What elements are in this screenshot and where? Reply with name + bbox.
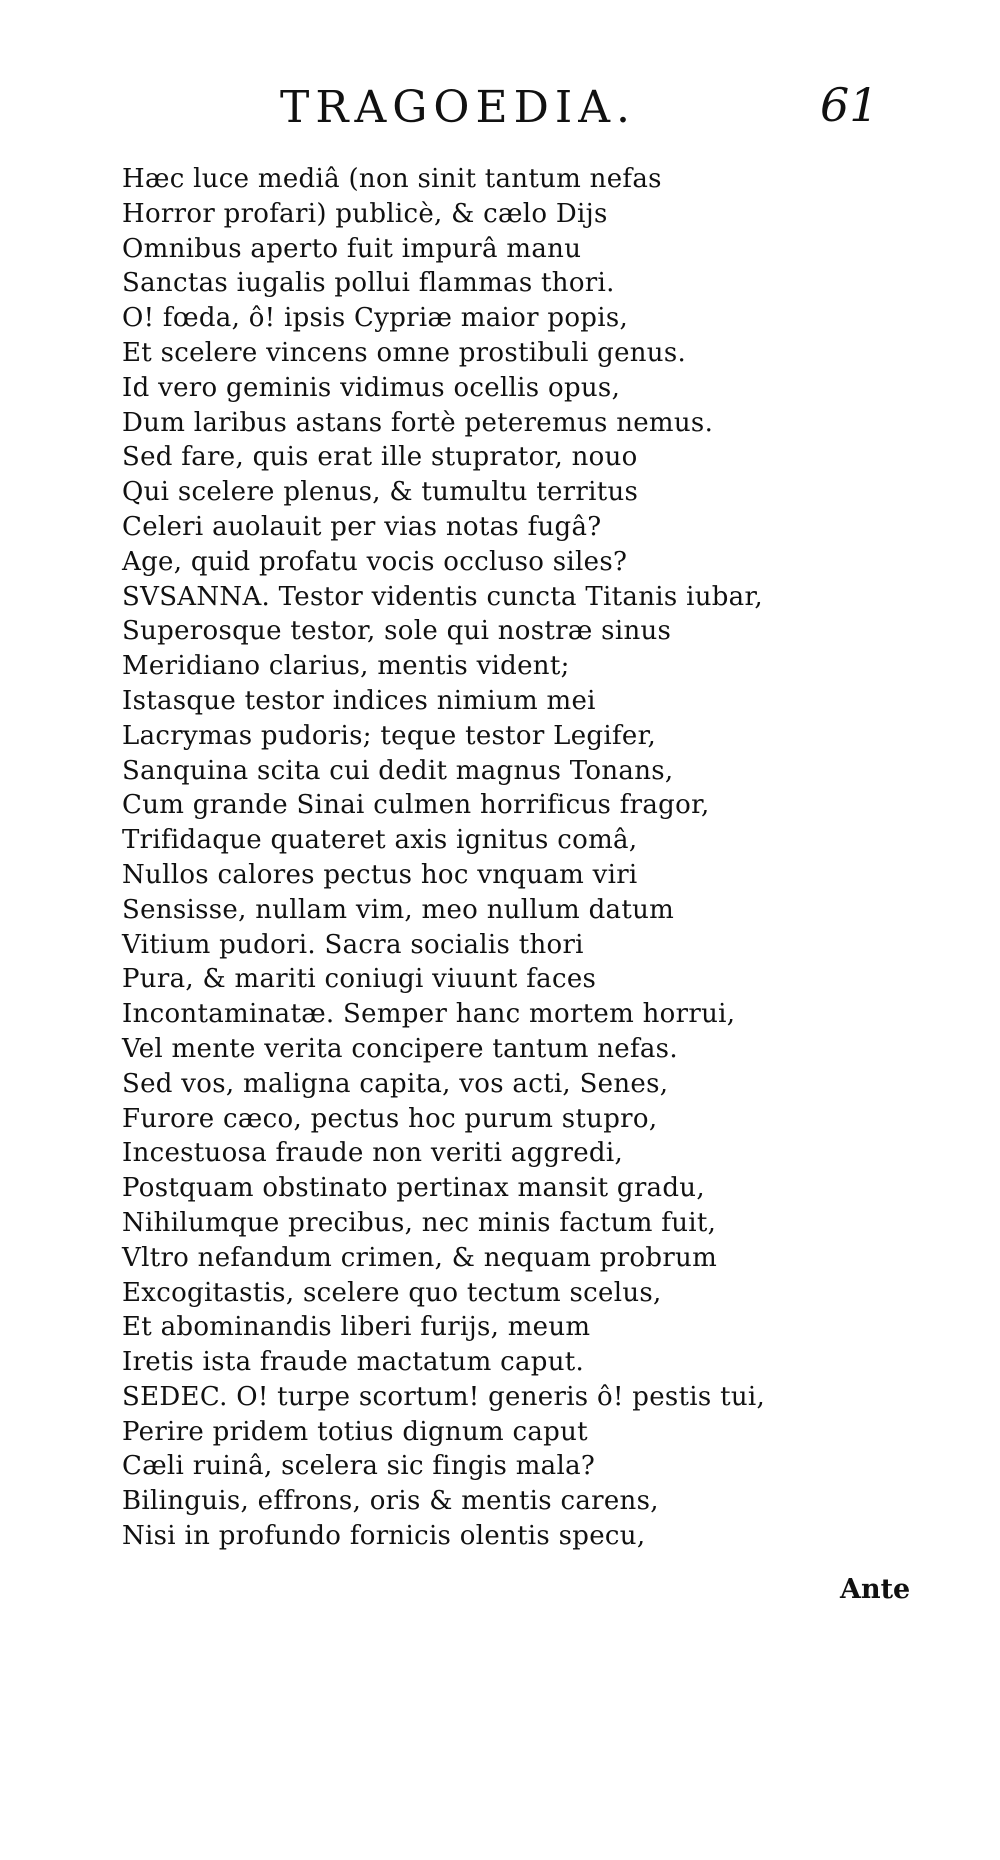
verse-line: Cum grande Sinai culmen horrificus fragor, (122, 790, 710, 821)
catchword: Ante (840, 1574, 911, 1605)
verse-line: Pura, & mariti coniugi viuunt faces (122, 964, 597, 995)
verse-line: Nullos calores pectus hoc vnquam viri (122, 859, 638, 890)
verse-line: Lacrymas pudoris; teque testor Legifer, (122, 720, 657, 751)
verse-line: Trifidaque quateret axis ignitus comâ, (122, 825, 638, 856)
verse-line: Incestuosa fraude non veriti aggredi, (122, 1138, 624, 1169)
verse-line: Postquam obstinato pertinax mansit gradu, (122, 1173, 705, 1204)
verse-line: Nihilumque precibus, nec minis factum fuit, (122, 1207, 717, 1238)
verse-line: Superosque testor, sole qui nostræ sinus (122, 616, 672, 647)
verse-line: Dum laribus astans fortè peteremus nemus. (122, 407, 714, 438)
verse-line: Furore cæco, pectus hoc purum stupro, (122, 1103, 658, 1134)
verse-line: Vel mente verita concipere tantum nefas. (122, 1033, 678, 1064)
page-number: 61 (820, 78, 879, 132)
verse-line: Et abominandis liberi furijs, meum (122, 1312, 591, 1343)
verse-line: Qui scelere plenus, & tumultu territus (122, 477, 639, 508)
verse-line: Et scelere vincens omne prostibuli genus. (122, 337, 687, 368)
verse-line: Incontaminatæ. Semper hanc mortem horrui, (122, 999, 736, 1030)
verse-line: Sensisse, nullam vim, meo nullum datum (122, 894, 675, 925)
verse-line: Vltro nefandum crimen, & nequam probrum (122, 1242, 718, 1273)
verse-line: Sanctas iugalis pollui flammas thori. (122, 268, 615, 299)
verse-line: Celeri auolauit per vias notas fugâ? (122, 511, 602, 542)
verse-line: Sed vos, maligna capita, vos acti, Senes, (122, 1068, 669, 1099)
verse-text-block (122, 162, 922, 1554)
verse-line: Nisi in profundo fornicis olentis specu, (122, 1521, 646, 1552)
verse-line: O! fœda, ô! ipsis Cypriæ maior popis, (122, 303, 629, 334)
verse-line: SEDEC. O! turpe scortum! generis ô! pestis tui, (122, 1381, 766, 1412)
verse-line: Horror profari) publicè, & cælo Dijs (122, 198, 608, 229)
verse-line: SVSANNA. Testor videntis cuncta Titanis iubar, (122, 581, 763, 612)
verse-line: Istasque testor indices nimium mei (122, 685, 596, 716)
verse-line: Perire pridem totius dignum caput (122, 1416, 588, 1447)
verse-line: Age, quid profatu vocis occluso siles? (122, 546, 628, 577)
verse-line: Sanquina scita cui dedit magnus Tonans, (122, 755, 674, 786)
verse-line: Meridiano clarius, mentis vident; (122, 651, 570, 682)
running-head-title: TRAGOEDIA. (280, 82, 637, 133)
verse-line: Bilinguis, effrons, oris & mentis carens, (122, 1486, 659, 1517)
verse-line: Vitium pudori. Sacra socialis thori (122, 929, 584, 960)
verse-line: Omnibus aperto fuit impurâ manu (122, 233, 582, 264)
verse-line: Excogitastis, scelere quo tectum scelus, (122, 1277, 662, 1308)
verse-line: Hæc luce mediâ (non sinit tantum nefas (122, 164, 662, 194)
verse-line: Id vero geminis vidimus ocellis opus, (122, 372, 621, 403)
verse-line: Cæli ruinâ, scelera sic fingis mala? (122, 1451, 596, 1482)
verse-line: Iretis ista fraude mactatum caput. (122, 1347, 585, 1378)
verse-line: Sed fare, quis erat ille stuprator, nouo (122, 442, 638, 473)
